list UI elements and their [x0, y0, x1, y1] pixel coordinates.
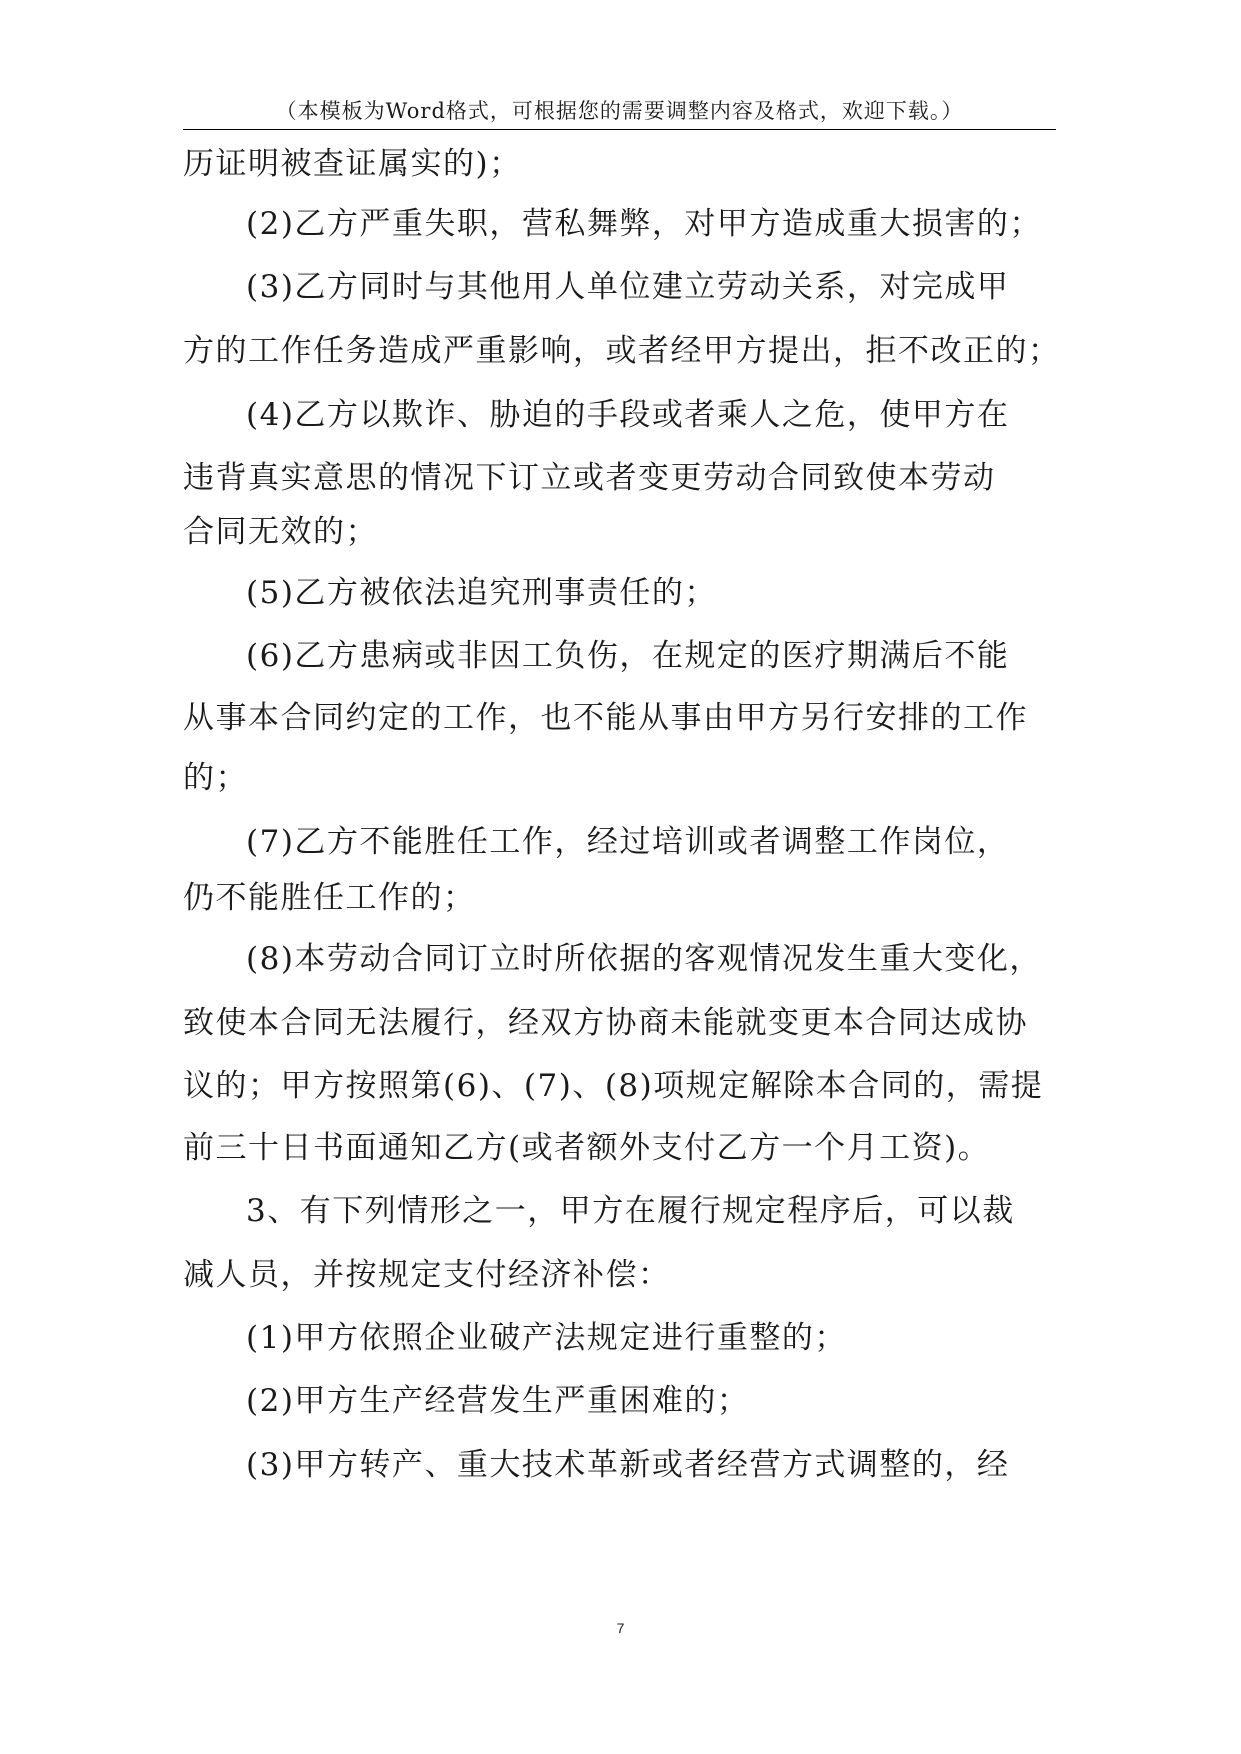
body-line-13: 仍不能胜任工作的； — [183, 880, 476, 916]
header-divider — [183, 129, 1056, 130]
body-line-15: 致使本合同无法履行，经双方协商未能就变更本合同达成协 — [183, 1005, 1028, 1041]
body-line-14: (8)本劳动合同订立时所依据的客观情况发生重大变化， — [246, 941, 1042, 977]
body-line-1: 历证明被查证属实的)； — [183, 146, 522, 182]
body-line-7: 合同无效的； — [183, 514, 378, 550]
body-line-9: (6)乙方患病或非因工负伤，在规定的医疗期满后不能 — [246, 638, 1010, 674]
body-line-10: 从事本合同约定的工作，也不能从事由甲方另行安排的工作 — [183, 700, 1028, 736]
body-line-17: 前三十日书面通知乙方(或者额外支付乙方一个月工资)。 — [183, 1130, 991, 1166]
body-line-19: 减人员，并按规定支付经济补偿： — [183, 1257, 671, 1293]
body-line-20: (1)甲方依照企业破产法规定进行重整的； — [246, 1320, 847, 1356]
body-line-8: (5)乙方被依法追究刑事责任的； — [246, 575, 717, 611]
body-line-21: (2)甲方生产经营发生严重困难的； — [246, 1383, 750, 1419]
page-number: 7 — [616, 1620, 625, 1636]
body-line-16: 议的；甲方按照第(6)、(7)、(8)项规定解除本合同的，需提 — [183, 1068, 1044, 1104]
body-line-11: 的； — [183, 760, 248, 796]
body-line-18: 3、有下列情形之一，甲方在履行规定程序后，可以裁 — [246, 1193, 1015, 1229]
body-line-3: (3)乙方同时与其他用人单位建立劳动关系，对完成甲 — [246, 269, 1010, 305]
body-line-2: (2)乙方严重失职，营私舞弊，对甲方造成重大损害的； — [246, 206, 1042, 242]
body-line-5: (4)乙方以欺诈、胁迫的手段或者乘人之危，使甲方在 — [246, 397, 1010, 433]
body-line-22: (3)甲方转产、重大技术革新或者经营方式调整的，经 — [246, 1447, 1010, 1483]
body-line-12: (7)乙方不能胜任工作，经过培训或者调整工作岗位， — [246, 824, 1010, 860]
body-line-6: 违背真实意思的情况下订立或者变更劳动合同致使本劳动 — [183, 460, 996, 496]
document-header: （本模板为Word格式，可根据您的需要调整内容及格式，欢迎下载。） — [275, 99, 964, 123]
body-line-4: 方的工作任务造成严重影响，或者经甲方提出，拒不改正的； — [183, 333, 1061, 369]
